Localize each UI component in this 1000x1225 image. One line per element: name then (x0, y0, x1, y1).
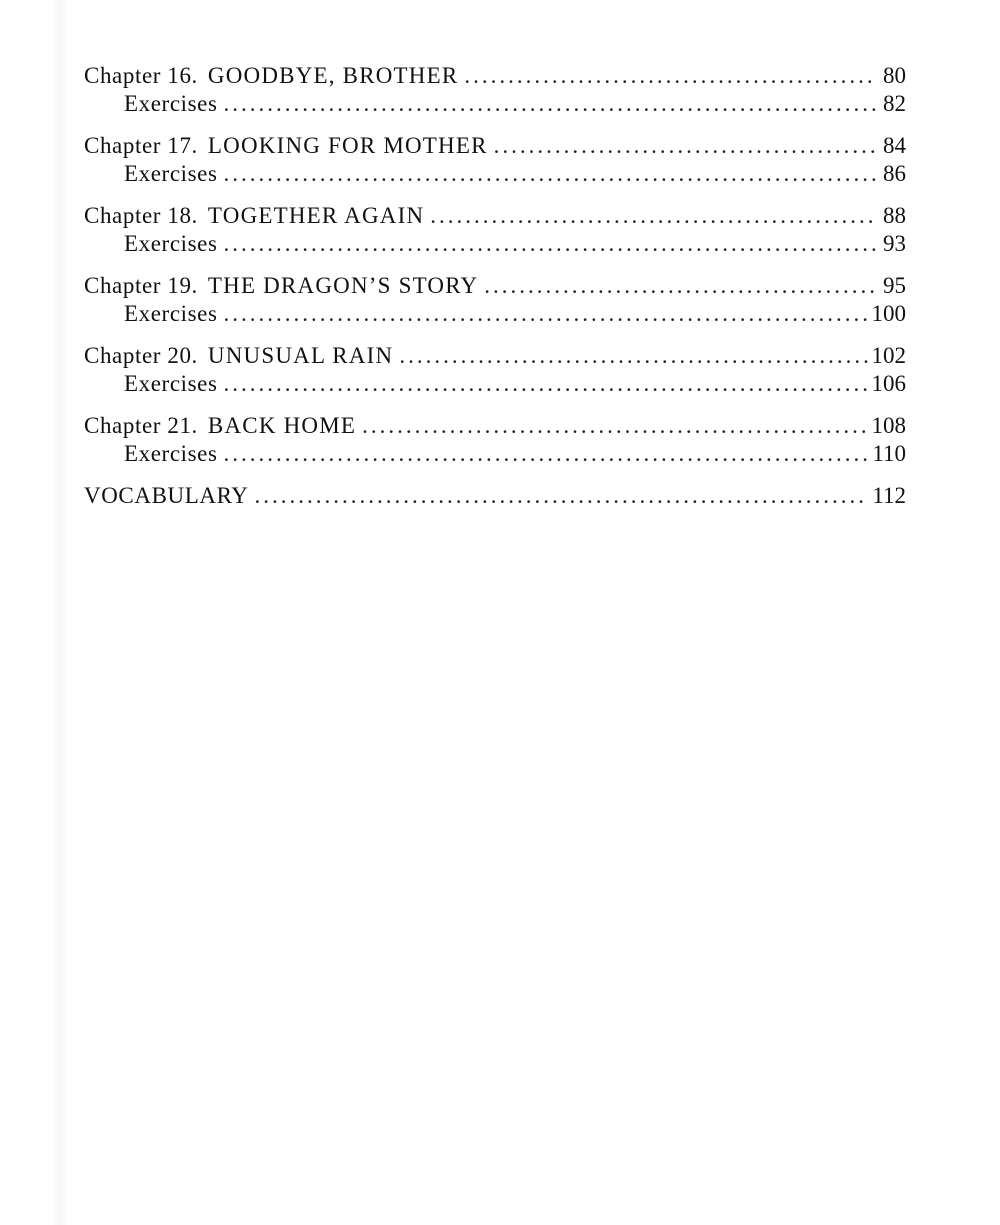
chapter-title: UNUSUAL RAIN (207, 343, 394, 368)
chapter-label (84, 202, 424, 230)
chapter-title: BACK HOME (207, 413, 357, 438)
toc-entry-chapter-20 (84, 342, 906, 370)
chapter-number: Chapter 17. (84, 133, 198, 158)
dot-leader (399, 342, 867, 370)
dot-leader (224, 300, 868, 328)
toc-entry-exercises-19 (84, 300, 906, 328)
chapter-label (84, 412, 356, 440)
toc-entry-exercises-21 (84, 440, 906, 468)
page-number: 80 (883, 63, 906, 88)
toc-entry-chapter-19 (84, 272, 906, 300)
toc-group-chapter-16 (84, 62, 906, 118)
toc-group-chapter-20 (84, 342, 906, 398)
exercises-label: Exercises (124, 301, 218, 326)
toc-entry-chapter-18 (84, 202, 906, 230)
chapter-number: Chapter 19. (84, 273, 198, 298)
toc-entry-exercises-17 (84, 160, 906, 188)
chapter-title: LOOKING FOR MOTHER (207, 133, 488, 158)
toc-entry-exercises-16 (84, 90, 906, 118)
page-number: 108 (871, 413, 906, 438)
chapter-label (84, 62, 458, 90)
exercises-label: Exercises (124, 231, 218, 256)
dot-leader (254, 482, 868, 510)
dot-leader (430, 202, 876, 230)
dot-leader (224, 230, 876, 258)
exercises-label: Exercises (124, 371, 218, 396)
page-number: 106 (871, 371, 906, 396)
dot-leader (224, 160, 876, 188)
toc-entry-chapter-21 (84, 412, 906, 440)
page-number: 110 (872, 441, 906, 466)
exercises-label: Exercises (124, 161, 218, 186)
exercises-label: Exercises (124, 91, 218, 116)
dot-leader (224, 440, 869, 468)
dot-leader (484, 272, 876, 300)
dot-leader (224, 370, 868, 398)
page-gutter-shadow (52, 0, 68, 1225)
toc-group-chapter-18 (84, 202, 906, 258)
toc-group-chapter-21 (84, 412, 906, 468)
page-number: 95 (883, 273, 906, 298)
table-of-contents (84, 62, 906, 524)
page-number: 82 (883, 91, 906, 116)
dot-leader (362, 412, 867, 440)
toc-group-chapter-19 (84, 272, 906, 328)
toc-entry-exercises-20 (84, 370, 906, 398)
page-number: 93 (883, 231, 906, 256)
dot-leader (464, 62, 876, 90)
chapter-label (84, 342, 393, 370)
chapter-number: Chapter 18. (84, 203, 198, 228)
chapter-number: Chapter 20. (84, 343, 198, 368)
toc-group-vocabulary (84, 482, 906, 510)
dot-leader (224, 90, 876, 118)
toc-entry-vocabulary (84, 482, 906, 510)
toc-entry-chapter-17 (84, 132, 906, 160)
page-number: 112 (872, 483, 906, 508)
page-number: 86 (883, 161, 906, 186)
exercises-label: Exercises (124, 441, 218, 466)
chapter-title: THE DRAGON’S STORY (207, 273, 479, 298)
page-number: 100 (871, 301, 906, 326)
chapter-number: Chapter 21. (84, 413, 198, 438)
vocabulary-label: VOCABULARY (84, 483, 249, 508)
chapter-number: Chapter 16. (84, 63, 198, 88)
dot-leader (494, 132, 876, 160)
page-number: 102 (871, 343, 906, 368)
page-number: 88 (883, 203, 906, 228)
toc-group-chapter-17 (84, 132, 906, 188)
toc-entry-chapter-16 (84, 62, 906, 90)
chapter-title: TOGETHER AGAIN (207, 203, 425, 228)
chapter-title: GOODBYE, BROTHER (207, 63, 459, 88)
page-number: 84 (883, 133, 906, 158)
chapter-label (84, 272, 478, 300)
toc-entry-exercises-18 (84, 230, 906, 258)
chapter-label (84, 132, 488, 160)
